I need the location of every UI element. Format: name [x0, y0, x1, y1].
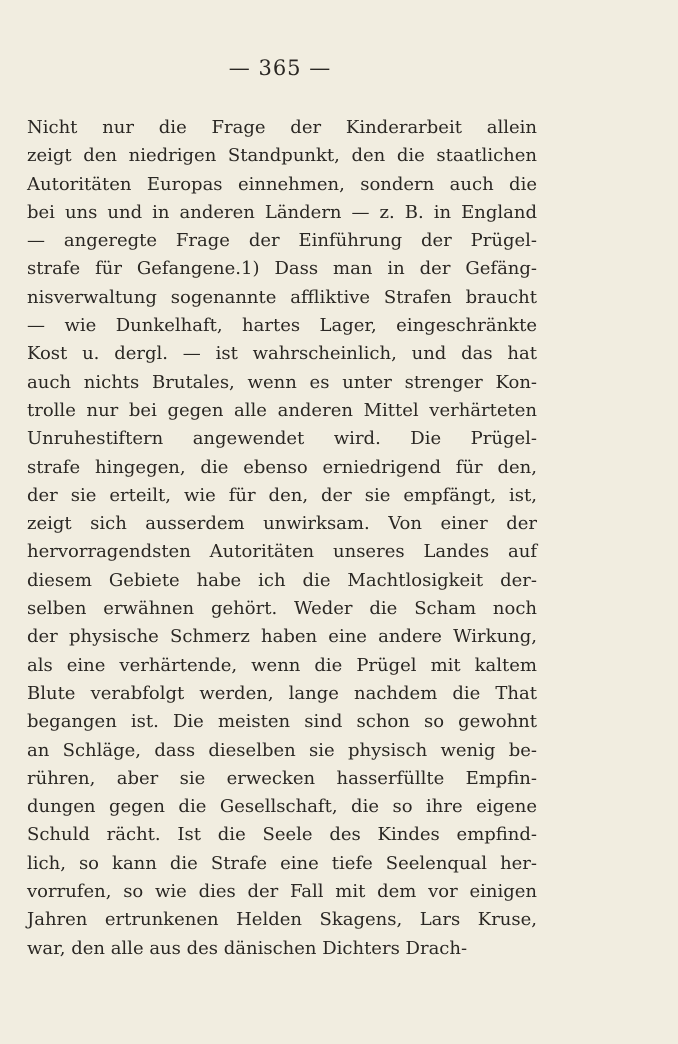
- text-line: bei uns und in anderen Ländern — z. B. in England: [27, 201, 537, 223]
- text-line: begangen ist. Die meisten sind schon so gewohnt: [27, 711, 537, 733]
- text-line: Unruhestiftern angewendet wird. Die Prügel-: [27, 428, 537, 450]
- text-line: lich, so kann die Strafe eine tiefe Seelenqual her-: [27, 852, 537, 874]
- body-text: [27, 114, 537, 963]
- text-line: vorrufen, so wie dies der Fall mit dem vor einigen: [27, 881, 537, 903]
- text-line: trolle nur bei gegen alle anderen Mittel verhärteten: [27, 399, 537, 421]
- text-line: Autoritäten Europas einnehmen, sondern auch die: [27, 173, 537, 195]
- text-line: — wie Dunkelhaft, hartes Lager, eingeschränkte: [27, 315, 537, 337]
- text-line: der sie erteilt, wie für den, der sie empfängt, ist,: [27, 484, 537, 506]
- text-line: strafe hingegen, die ebenso erniedrigend für den,: [27, 456, 537, 478]
- text-line: Blute verabfolgt werden, lange nachdem die That: [27, 682, 537, 704]
- text-line: diesem Gebiete habe ich die Machtlosigkeit der-: [27, 569, 537, 591]
- text-line: strafe für Gefangene.1) Dass man in der Gefäng-: [27, 258, 537, 280]
- text-line: Schuld rächt. Ist die Seele des Kindes empfind-: [27, 824, 537, 846]
- text-line: selben erwähnen gehört. Weder die Scham noch: [27, 598, 537, 620]
- text-line: der physische Schmerz haben eine andere Wirkung,: [27, 626, 537, 648]
- text-line: zeigt sich ausserdem unwirksam. Von einer der: [27, 513, 537, 535]
- text-line: Nicht nur die Frage der Kinderarbeit allein: [27, 117, 537, 138]
- text-line: hervorragendsten Autoritäten unseres Landes auf: [27, 541, 537, 563]
- text-line: als eine verhärtende, wenn die Prügel mit kaltem: [27, 654, 537, 676]
- text-line: Kost u. dergl. — ist wahrscheinlich, und das hat: [27, 343, 537, 365]
- text-line: zeigt den niedrigen Standpunkt, den die staatlichen: [27, 145, 537, 167]
- text-line: nisverwaltung sogenannte affliktive Strafen braucht: [27, 286, 537, 308]
- text-line: auch nichts Brutales, wenn es unter strenger Kon-: [27, 371, 537, 393]
- text-line: rühren, aber sie erwecken hasserfüllte Empfin-: [27, 767, 537, 789]
- page-number: — 365 —: [228, 56, 332, 80]
- text-line: an Schläge, dass dieselben sie physisch wenig be-: [27, 739, 537, 761]
- text-line: war, den alle aus des dänischen Dichters Drach-: [27, 937, 468, 959]
- text-line: — angeregte Frage der Einführung der Prügel-: [27, 230, 537, 252]
- text-line: dungen gegen die Gesellschaft, die so ihre eigene: [27, 796, 537, 818]
- text-line: Jahren ertrunkenen Helden Skagens, Lars Kruse,: [27, 909, 537, 931]
